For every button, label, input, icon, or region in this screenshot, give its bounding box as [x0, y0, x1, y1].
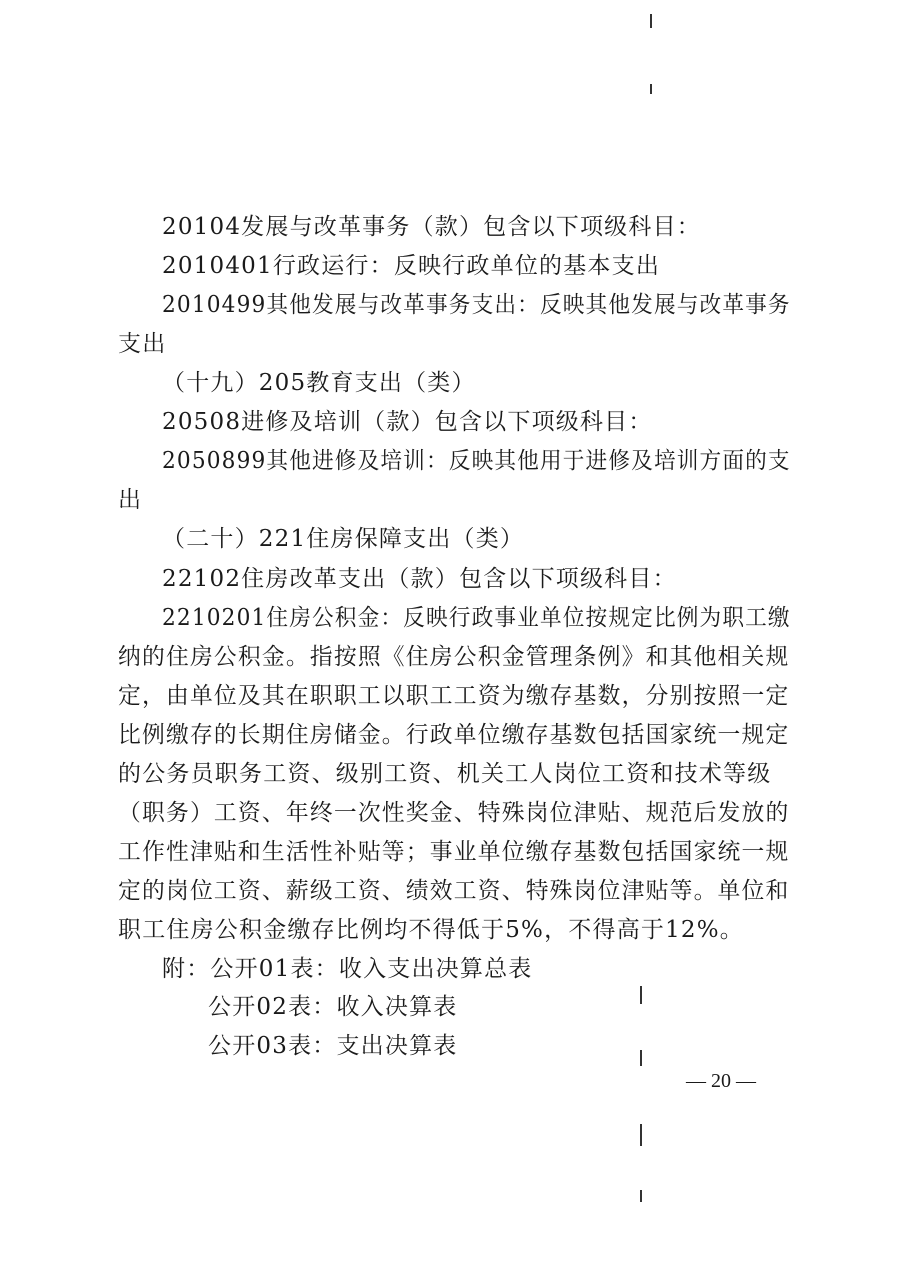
- paragraph-line: 工作性津贴和生活性补贴等；事业单位缴存基数包括国家统一规: [118, 839, 790, 865]
- paragraph-line: 2010499其他发展与改革事务支出：反映其他发展与改革事务: [162, 292, 791, 318]
- attachment-line: 公开03表：支出决算表: [208, 1033, 458, 1059]
- paragraph-line: 出: [118, 487, 143, 513]
- scan-mark: [640, 1124, 642, 1146]
- scan-mark: [640, 986, 642, 1004]
- paragraph-line: （职务）工资、年终一次性奖金、特殊岗位津贴、规范后发放的: [118, 800, 790, 826]
- attachment-line: 附：公开01表：收入支出决算总表: [162, 956, 533, 982]
- paragraph-line: 2210201住房公积金：反映行政事业单位按规定比例为职工缴: [162, 605, 791, 631]
- section-heading: （十九）205教育支出（类）: [162, 370, 476, 396]
- paragraph-line: 的公务员职务工资、级别工资、机关工人岗位工资和技术等级: [118, 761, 772, 787]
- scan-mark: [650, 14, 652, 28]
- section-heading: （二十）221住房保障支出（类）: [162, 526, 525, 552]
- attachment-line: 公开02表：收入决算表: [208, 994, 458, 1020]
- paragraph-line: 纳的住房公积金。指按照《住房公积金管理条例》和其他相关规: [118, 644, 790, 670]
- scan-mark: [640, 1050, 642, 1066]
- page-number: — 20 —: [686, 1070, 756, 1092]
- paragraph-line: 职工住房公积金缴存比例均不得低于5%，不得高于12%。: [118, 917, 745, 943]
- paragraph-line: 定，由单位及其在职职工以职工工资为缴存基数，分别按照一定: [118, 683, 790, 709]
- paragraph-line: 比例缴存的长期住房储金。行政单位缴存基数包括国家统一规定: [118, 722, 790, 748]
- paragraph-line: 20104发展与改革事务（款）包含以下项级科目：: [162, 214, 701, 240]
- paragraph-line: 2010401行政运行：反映行政单位的基本支出: [162, 253, 661, 279]
- paragraph-line: 定的岗位工资、薪级工资、绩效工资、特殊岗位津贴等。单位和: [118, 878, 790, 904]
- scan-mark: [640, 1190, 642, 1202]
- paragraph-line: 22102住房改革支出（款）包含以下项级科目：: [162, 566, 677, 592]
- paragraph-line: 20508进修及培训（款）包含以下项级科目：: [162, 409, 653, 435]
- paragraph-line: 2050899其他进修及培训：反映其他用于进修及培训方面的支: [162, 448, 791, 474]
- scan-mark: [650, 84, 652, 94]
- paragraph-line: 支出: [118, 331, 167, 357]
